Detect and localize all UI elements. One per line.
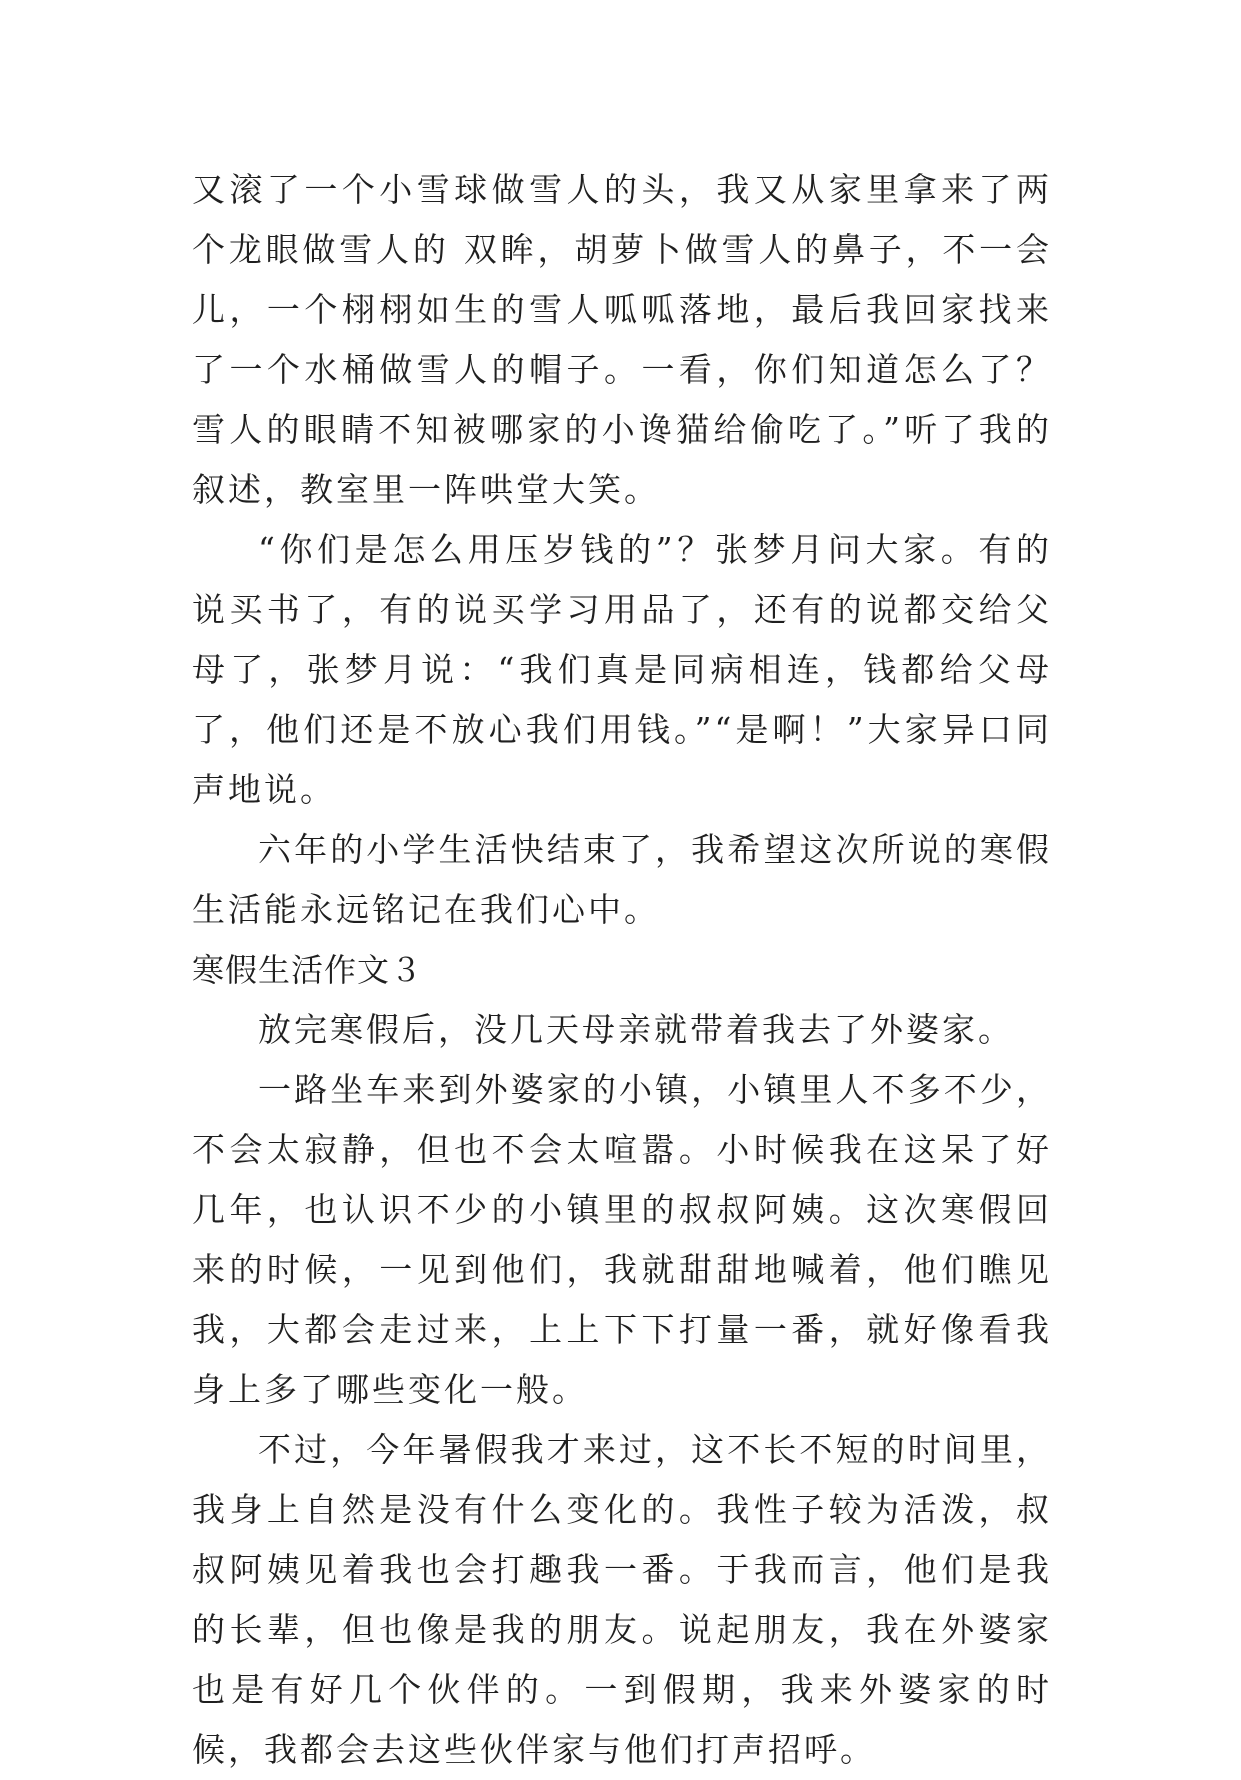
document-body — [192, 160, 1052, 1780]
paragraph-snowman-continued: 又滚了一个小雪球做雪人的头，我又从家里拿来了两个龙眼做雪人的 双眸，胡萝卜做雪人的鼻子，不一会儿，一个栩栩如生的雪人呱呱落地，最后我回家找来了一个水桶做雪人的帽子。一看，你们知道怎么了？雪人的眼睛不知被哪家的小谗猫给偷吃了。”听了我的叙述，教室里一阵哄堂大笑。 — [192, 170, 1052, 509]
paragraph-lucky-money: “你们是怎么用压岁钱的”？张梦月问大家。有的说买书了，有的说买学习用品了，还有的说都交给父母了，张梦月说：“我们真是同病相连，钱都给父母了，他们还是不放心我们用钱。”“是啊！”大家异口同声地说。 — [192, 530, 1052, 809]
paragraph-grandma-visit: 放完寒假后，没几天母亲就带着我去了外婆家。 — [258, 1010, 1014, 1049]
paragraph-small-town: 一路坐车来到外婆家的小镇，小镇里人不多不少，不会太寂静，但也不会太喧嚣。小时候我在这呆了好几年，也认识不少的小镇里的叔叔阿姨。这次寒假回来的时候，一见到他们，我就甜甜地喊着，他们瞧见我，大都会走过来，上上下下打量一番，就好像看我身上多了哪些变化一般。 — [192, 1070, 1052, 1409]
paragraph-closing: 六年的小学生活快结束了，我希望这次所说的寒假生活能永远铭记在我们心中。 — [192, 830, 1052, 929]
section-heading: 寒假生活作文３ — [192, 951, 424, 989]
paragraph-friends: 不过，今年暑假我才来过，这不长不短的时间里，我身上自然是没有什么变化的。我性子较为活泼，叔叔阿姨见着我也会打趣我一番。于我而言，他们是我的长辈，但也像是我的朋友。说起朋友，我在外婆家也是有好几个伙伴的。一到假期，我来外婆家的时候，我都会去这些伙伴家与他们打声招呼。 — [192, 1430, 1052, 1769]
